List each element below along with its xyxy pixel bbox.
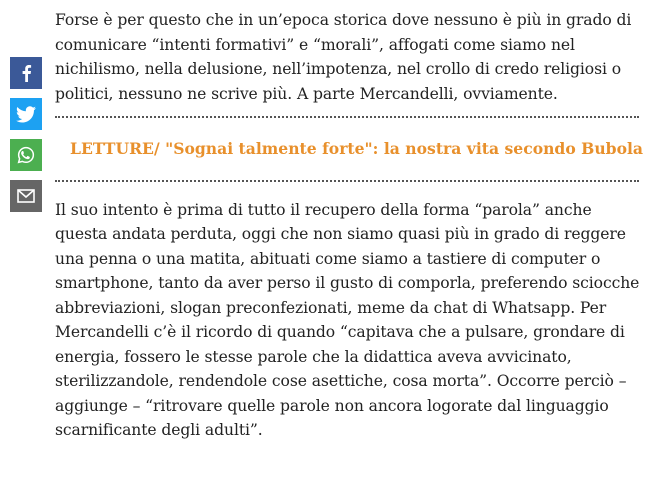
social-share-bar bbox=[10, 57, 42, 221]
paragraph-1: Forse è per questo che in un’epoca storica dove nessuno è più in grado di comunicare “intenti formativi” e “morali”, affogati come siamo nel nichilismo, nella delusione, nell’impotenza, nel crollo di credo religiosi o politici, nessuno ne scrive più. A parte Mercandelli, ovviamente. bbox=[55, 11, 632, 103]
facebook-icon bbox=[19, 64, 33, 82]
mail-icon bbox=[17, 189, 35, 203]
related-article-link[interactable]: LETTURE/ "Sognai talmente forte": la nostra vita secondo Bubola bbox=[70, 139, 644, 158]
email-share-button[interactable] bbox=[10, 180, 42, 212]
related-divider-bottom bbox=[55, 180, 639, 182]
whatsapp-share-button[interactable] bbox=[10, 139, 42, 171]
paragraph-2: Il suo intento è prima di tutto il recupero della forma “parola” anche questa andata perduta, oggi che non siamo quasi più in grado di reggere una penna o una matita, abituati come siamo a tastiere di computer o smartphone, tanto da aver perso il gusto di comporla, preferendo sciocche abbreviazioni, slogan preconfezionati, meme da chat di Whatsapp. Per Mercandelli c’è il ricordo di quando “capitava che a pulsare, grondare di energia, fossero le stesse parole che la didattica aveva avvicinato, sterilizzandole, rendendole cose asettiche, cosa morta”. Occorre perciò – aggiunge – “ritrovare quelle parole non ancora logorate dal linguaggio scarnificante degli adulti”. bbox=[55, 200, 640, 439]
twitter-share-button[interactable] bbox=[10, 98, 42, 130]
article-body bbox=[55, 8, 645, 443]
whatsapp-icon bbox=[17, 146, 35, 164]
facebook-share-button[interactable] bbox=[10, 57, 42, 89]
related-divider-top bbox=[55, 116, 639, 118]
twitter-icon bbox=[16, 106, 36, 123]
